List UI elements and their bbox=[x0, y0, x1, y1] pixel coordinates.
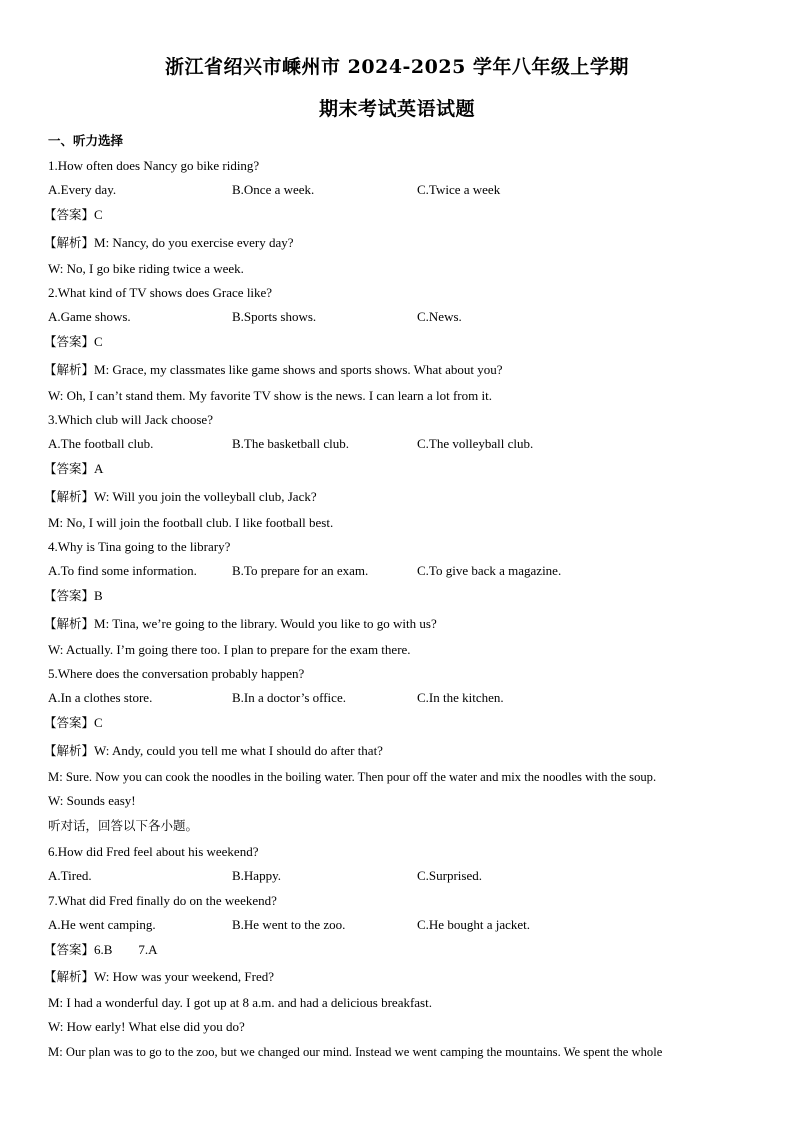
q7-option-b: B.He went to the zoo. bbox=[232, 917, 346, 932]
analysis-text: W: Will you join the volleyball club, Jack? bbox=[94, 489, 317, 504]
question-2: 2.What kind of TV shows does Grace like? bbox=[48, 285, 273, 300]
answer-value: C bbox=[94, 715, 103, 730]
q5-analysis bbox=[44, 743, 383, 759]
q2-answer bbox=[44, 334, 103, 350]
answer-tag: 【答案】 bbox=[44, 942, 95, 957]
q4-option-b: B.To prepare for an exam. bbox=[232, 563, 369, 578]
q5-analysis-line: M: Sure. Now you can cook the noodles in the boiling water. Then pour off the water and mix the noodles with the soup. bbox=[48, 770, 657, 784]
question-5: 5.Where does the conversation probably happen? bbox=[48, 666, 305, 681]
q2-analysis-line: W: Oh, I can’t stand them. My favorite TV show is the news. I can learn a lot from it. bbox=[48, 388, 492, 403]
question-3: 3.Which club will Jack choose? bbox=[48, 412, 213, 427]
analysis-tag: 【解析】 bbox=[44, 743, 95, 758]
q5-answer bbox=[44, 715, 103, 731]
q6-option-c: C.Surprised. bbox=[417, 868, 482, 883]
q1-option-b: B.Once a week. bbox=[232, 182, 315, 197]
q1-option-a: A.Every day. bbox=[48, 182, 117, 197]
answer-tag: 【答案】 bbox=[44, 588, 95, 603]
q5-option-b: B.In a doctor’s office. bbox=[232, 690, 346, 705]
q6-7-answer bbox=[44, 942, 158, 958]
q2-analysis bbox=[44, 362, 502, 378]
analysis-text: W: Andy, could you tell me what I should do after that? bbox=[94, 743, 383, 758]
q3-option-b: B.The basketball club. bbox=[232, 436, 349, 451]
answer-tag: 【答案】 bbox=[44, 461, 95, 476]
q3-analysis bbox=[44, 489, 317, 505]
q6-option-a: A.Tired. bbox=[48, 868, 92, 883]
q6-7-analysis bbox=[44, 969, 274, 985]
q2-option-b: B.Sports shows. bbox=[232, 309, 317, 324]
analysis-text: M: Tina, we’re going to the library. Would you like to go with us? bbox=[94, 616, 437, 631]
q4-answer bbox=[44, 588, 103, 604]
answer-tag: 【答案】 bbox=[44, 334, 95, 349]
q3-answer bbox=[44, 461, 103, 477]
q5-option-c: C.In the kitchen. bbox=[417, 690, 504, 705]
group-intro: 听对话，回答以下各小题。 bbox=[48, 818, 199, 833]
q2-option-a: A.Game shows. bbox=[48, 309, 131, 324]
q1-answer bbox=[44, 207, 103, 223]
q6-7-analysis-line: W: How early! What else did you do? bbox=[48, 1019, 245, 1034]
q7-option-a: A.He went camping. bbox=[48, 917, 156, 932]
document-title-line2: 期末考试英语试题 bbox=[318, 98, 475, 120]
q4-analysis-line: W: Actually. I’m going there too. I plan to prepare for the exam there. bbox=[48, 642, 411, 657]
question-7: 7.What did Fred finally do on the weekend? bbox=[48, 893, 277, 908]
q1-analysis bbox=[44, 235, 294, 251]
analysis-tag: 【解析】 bbox=[44, 362, 95, 377]
answer-value: C bbox=[94, 334, 103, 349]
q3-option-a: A.The football club. bbox=[48, 436, 154, 451]
q1-analysis-line: W: No, I go bike riding twice a week. bbox=[48, 261, 244, 276]
q7-option-c: C.He bought a jacket. bbox=[417, 917, 530, 932]
q5-option-a: A.In a clothes store. bbox=[48, 690, 153, 705]
document-title-line1: 浙江省绍兴市嵊州市 2024-2025 学年八年级上学期 bbox=[165, 56, 629, 78]
answer-value: B bbox=[94, 588, 103, 603]
q2-option-c: C.News. bbox=[417, 309, 462, 324]
question-4: 4.Why is Tina going to the library? bbox=[48, 539, 231, 554]
answer-tag: 【答案】 bbox=[44, 207, 95, 222]
q4-analysis bbox=[44, 616, 437, 632]
q6-7-analysis-line: M: Our plan was to go to the zoo, but we changed our mind. Instead we went camping the mountains. We spent the whole bbox=[48, 1045, 663, 1059]
analysis-tag: 【解析】 bbox=[44, 235, 95, 250]
q6-7-analysis-line: M: I had a wonderful day. I got up at 8 a.m. and had a delicious breakfast. bbox=[48, 995, 432, 1010]
question-1: 1.How often does Nancy go bike riding? bbox=[48, 158, 260, 173]
answer-value: C bbox=[94, 207, 103, 222]
answer-value: A bbox=[94, 461, 104, 476]
q1-option-c: C.Twice a week bbox=[417, 182, 501, 197]
analysis-text: M: Nancy, do you exercise every day? bbox=[94, 235, 294, 250]
analysis-text: W: How was your weekend, Fred? bbox=[94, 969, 275, 984]
q6-option-b: B.Happy. bbox=[232, 868, 281, 883]
answer-value: 6.B 7.A bbox=[94, 942, 158, 957]
q4-option-a: A.To find some information. bbox=[48, 563, 197, 578]
analysis-tag: 【解析】 bbox=[44, 969, 95, 984]
analysis-tag: 【解析】 bbox=[44, 489, 95, 504]
q3-option-c: C.The volleyball club. bbox=[417, 436, 534, 451]
question-6: 6.How did Fred feel about his weekend? bbox=[48, 844, 259, 859]
q4-option-c: C.To give back a magazine. bbox=[417, 563, 562, 578]
section-heading-listening: 一、听力选择 bbox=[48, 133, 124, 148]
analysis-tag: 【解析】 bbox=[44, 616, 95, 631]
answer-tag: 【答案】 bbox=[44, 715, 95, 730]
q5-analysis-line: W: Sounds easy! bbox=[48, 793, 136, 808]
analysis-text: M: Grace, my classmates like game shows and sports shows. What about you? bbox=[94, 362, 503, 377]
q3-analysis-line: M: No, I will join the football club. I like football best. bbox=[48, 515, 334, 530]
